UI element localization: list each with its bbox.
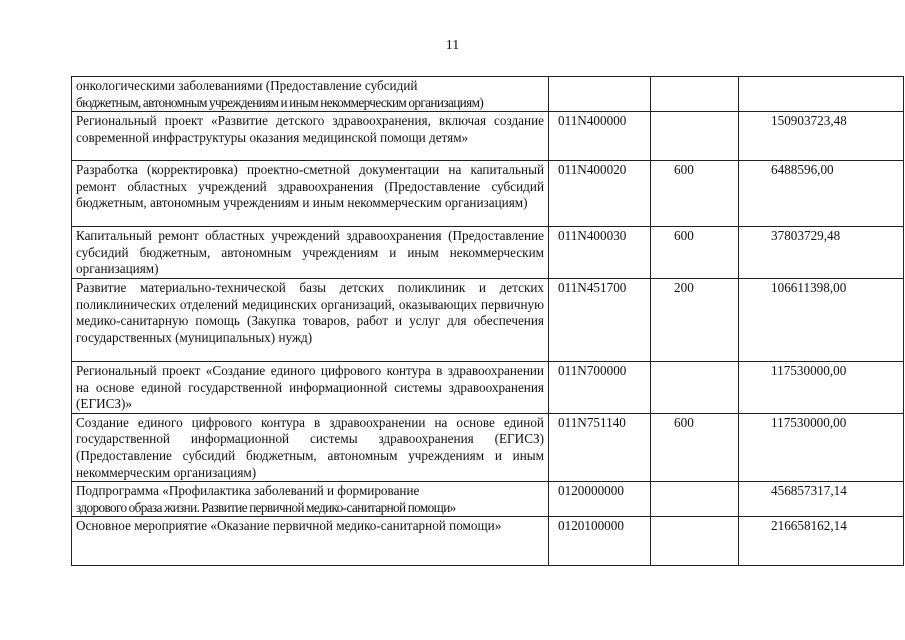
amount: 37803729,48 [739,227,904,279]
table-row [72,77,904,112]
expense-type-code [651,77,739,112]
item-name-cell [72,482,549,517]
expense-type-code [651,361,739,413]
table-row [72,227,904,279]
target-article-code [549,77,651,112]
amount: 106611398,00 [739,278,904,361]
table-row [72,361,904,413]
table-row [72,112,904,161]
target-article-code: 011N400030 [549,227,651,279]
amount: 117530000,00 [739,413,904,481]
expense-type-code: 600 [651,227,739,279]
item-name: Разработка (корректировка) проектно-сметной документации на капитальный ремонт областных учреждений здравоохранения (Предоставление субсидий бюджетным, автономным учреждениям и иным некоммерческим организациям) [72,161,549,227]
item-name: Подпрограмма «Профилактика заболеваний и формирование [76,483,420,499]
item-name: Создание единого цифрового контура в здравоохранении на основе единой государственной информационной системы здравоохранения (ЕГИСЗ) (Предоставление субсидий бюджетным, автономным учреждениям и иным некоммерческим организациям) [72,413,549,481]
expense-type-code [651,112,739,161]
amount: 456857317,14 [739,482,904,517]
item-name: Основное мероприятие «Оказание первичной медико-санитарной помощи» [72,517,549,566]
amount: 117530000,00 [739,361,904,413]
item-name: Региональный проект «Создание единого цифрового контура в здравоохранении на основе единой государственной информационной системы здравоохранения (ЕГИСЗ)» [72,361,549,413]
table-row [72,413,904,481]
item-name: Развитие материально-технической базы детских поликлиник и детских поликлинических отделений медицинских организаций, оказывающих первичную медико-санитарную помощь (Закупка товаров, работ и услуг для обеспечения государственных (муниципальных) нужд) [72,278,549,361]
table-row [72,517,904,566]
target-article-code: 011N400020 [549,161,651,227]
amount [739,77,904,112]
table-row [72,482,904,517]
page-number: 11 [445,38,460,53]
target-article-code: 0120100000 [549,517,651,566]
table-row [72,278,904,361]
item-name-continuation: бюджетным, автономным учреждениям и иным некоммерческим организациям) [76,94,484,110]
budget-table [71,76,904,566]
expense-type-code [651,517,739,566]
expense-type-code: 200 [651,278,739,361]
expense-type-code [651,482,739,517]
item-name-cell [72,77,549,112]
item-name: Капитальный ремонт областных учреждений здравоохранения (Предоставление субсидий бюджетным, автономным учреждениям и иным некоммерческим организациям) [72,227,549,279]
target-article-code: 0120000000 [549,482,651,517]
amount: 6488596,00 [739,161,904,227]
expense-type-code: 600 [651,413,739,481]
target-article-code: 011N451700 [549,278,651,361]
item-name: Региональный проект «Развитие детского здравоохранения, включая создание современной инфраструктуры оказания медицинской помощи детям» [72,112,549,161]
target-article-code: 011N751140 [549,413,651,481]
item-name: онкологическими заболеваниями (Предоставление субсидий [76,78,418,93]
expense-type-code: 600 [651,161,739,227]
target-article-code: 011N400000 [549,112,651,161]
table-row [72,161,904,227]
item-name-continuation: здорового образа жизни. Развитие первичной медико-санитарной помощи» [76,499,456,515]
amount: 216658162,14 [739,517,904,566]
target-article-code: 011N700000 [549,361,651,413]
amount: 150903723,48 [739,112,904,161]
